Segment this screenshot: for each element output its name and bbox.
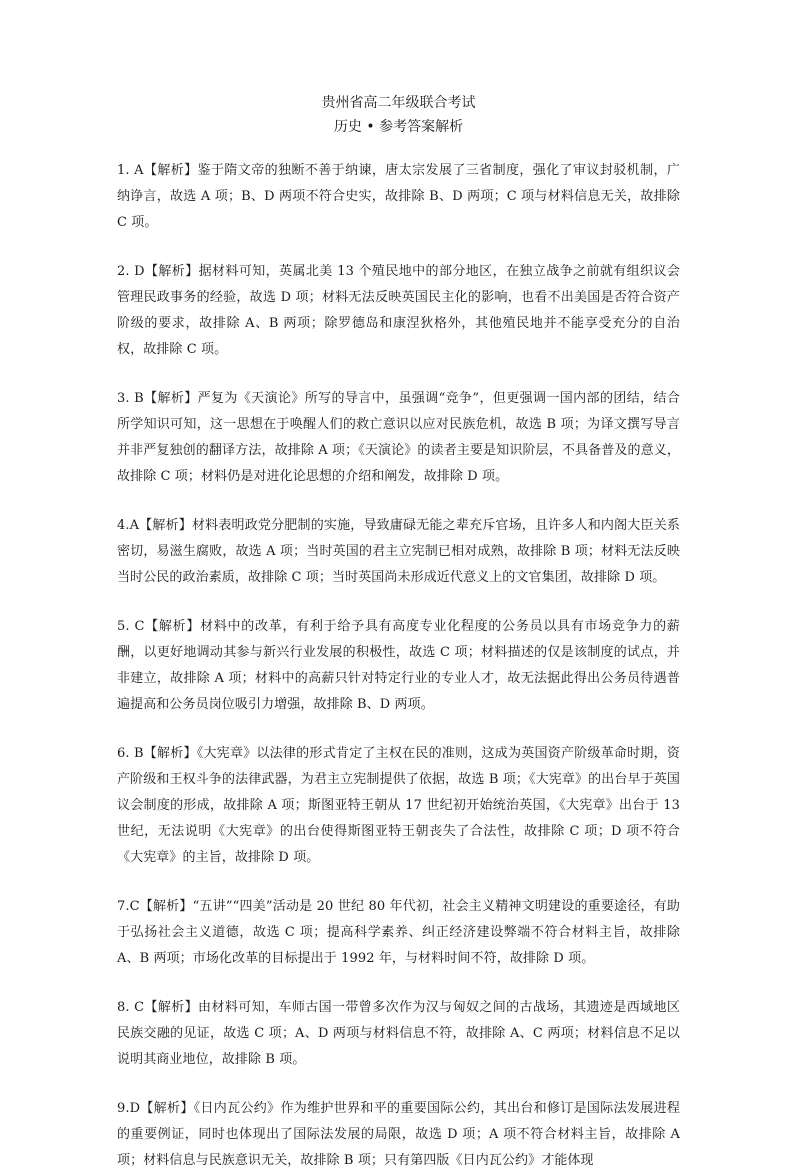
answer-item-2: 2. D【解析】据材料可知，英属北美 13 个殖民地中的部分地区，在独立战争之前就有组织议会管理民政事务的经验，故选 D 项；材料无法反映英国民主化的影响，也看不出美国是否符合资产阶级的要求，故排除 A、B 两项；除罗德岛和康涅狄格外，其他殖民地并不能享受充分的自治权，故排除 C 项。 — [117, 264, 680, 357]
answer-item-4: 4.A【解析】材料表明政党分肥制的实施，导致庸碌无能之辈充斥官场，且许多人和内阁大臣关系密切，易滋生腐败，故选 A 项；当时英国的君主立宪制已相对成熟，故排除 B 项；材料无法反映当时公民的政治素质，故排除 C 项；当时英国尚未形成近代意义上的文官集团，故排除 D 项。 — [117, 518, 680, 585]
answer-item-6: 6. B【解析】《大宪章》以法律的形式肯定了主权在民的准则，这成为英国资产阶级革命时期，资产阶级和王权斗争的法律武器，为君主立宪制提供了依据，故选 B 项；《大宪章》的出台早于英国议会制度的形成，故排除 A 项；斯图亚特王朝从 17 世纪初开始统治英国，《大宪章》出台于 13 世纪，无法说明《大宪章》的出台使得斯图亚特王朝丧失了合法性，故排除 C 项；D 项不符合《大宪章》的主旨，故排除 D 项。 — [117, 746, 680, 865]
answer-item-5: 5. C【解析】材料中的改革，有利于给予具有高度专业化程度的公务员以具有市场竞争力的薪酬，以更好地调动其参与新兴行业发展的积极性，故选 C 项；材料描述的仅是该制度的试点，并非建立，故排除 A 项；材料中的高薪只针对特定行业的专业人才，故无法据此得出公务员待遇普遍提高和公务员岗位吸引力增强，故排除 B、D 两项。 — [117, 619, 680, 712]
answer-item-3: 3. B【解析】严复为《天演论》所写的导言中，虽强调“竞争”，但更强调一国内部的团结，结合所学知识可知，这一思想在于唤醒人们的救亡意识以应对民族危机，故选 B 项；为译文撰写导言并非严复独创的翻译方法，故排除 A 项；《天演论》的读者主要是知识阶层，不具备普及的意义，故排除 C 项；材料仍是对进化论思想的介绍和阐发，故排除 D 项。 — [117, 391, 680, 484]
answer-item-9: 9.D【解析】《日内瓦公约》作为维护世界和平的重要国际公约，其出台和修订是国际法发展进程的重要例证，同时也体现出了国际法发展的局限，故选 D 项；A 项不符合材料主旨，故排除 A 项；材料信息与民族意识无关，故排除 B 项；只有第四版《日内瓦公约》才能体现 — [117, 1101, 680, 1168]
document-subtitle: 历史 • 参考答案解析 — [333, 119, 464, 135]
answer-item-7: 7.C【解析】“五讲”“四美”活动是 20 世纪 80 年代初，社会主义精神文明建设的重要途径，有助于弘扬社会主义道德，故选 C 项；提高科学素养、纠正经济建设弊端不符合材料主旨，故排除 A、B 两项；市场化改革的目标提出于 1992 年，与材料时间不符，故排除 D 项。 — [117, 899, 680, 966]
document-title: 贵州省高二年级联合考试 — [321, 95, 476, 111]
answer-item-1: 1. A【解析】鉴于隋文帝的独断不善于纳谏，唐太宗发展了三省制度，强化了审议封驳机制，广纳诤言，故选 A 项；B、D 两项不符合史实，故排除 B、D 两项；C 项与材料信息无关，故排除 C 项。 — [117, 163, 680, 230]
answer-item-8: 8. C【解析】由材料可知，车师古国一带曾多次作为汉与匈奴之间的古战场，其遗迹是西域地区民族交融的见证，故选 C 项；A、D 两项与材料信息不符，故排除 A、C 两项；材料信息不足以说明其商业地位，故排除 B 项。 — [117, 1000, 680, 1067]
